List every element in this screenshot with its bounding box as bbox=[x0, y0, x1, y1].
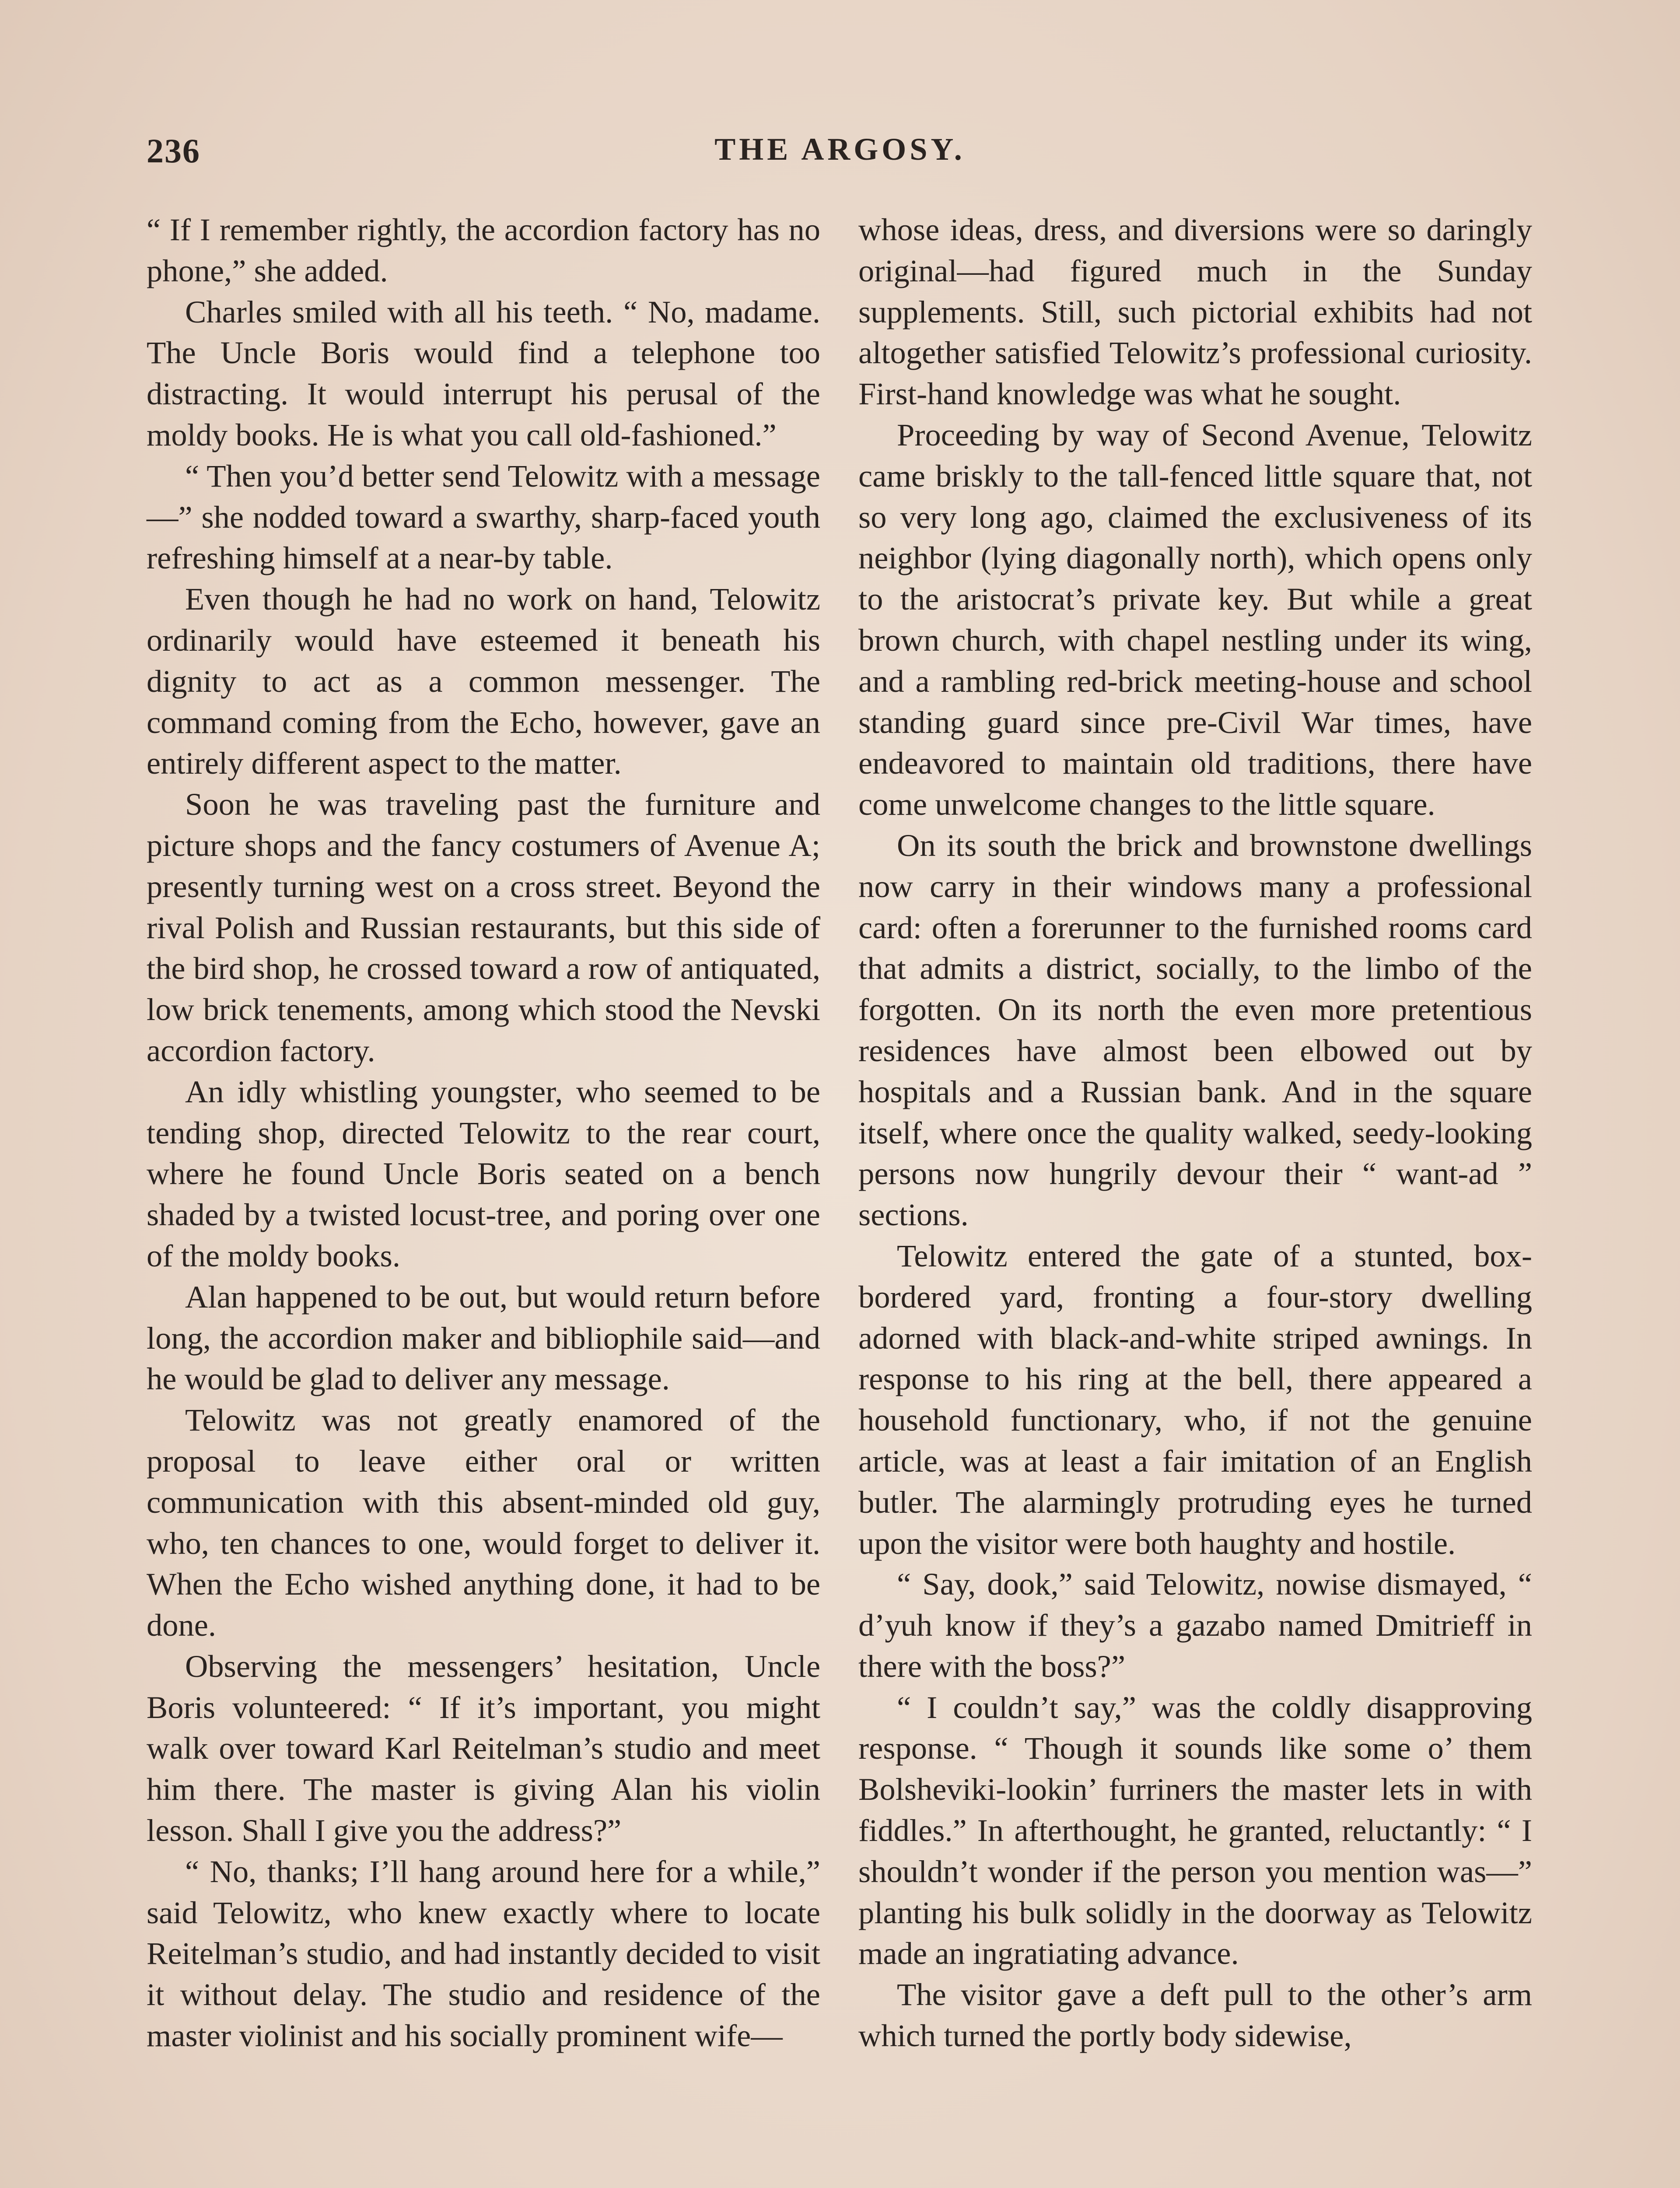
paragraph: On its south the brick and brownstone dwellings now carry in their windows many a professional card: often a forerunner to the furnished rooms card that admits a district, socially, to the limbo of the forgotten. On its north the even more pretentious residences have almost been elbowed out by hospitals and a Russian bank. And in the square itself, where once the quality walked, seedy-looking persons now hungrily devour their “ want-ad ” sections. bbox=[858, 827, 1532, 1233]
paragraph: “ Say, dook,” said Telowitz, nowise dismayed, “ d’yuh know if they’s a gazabo named Dmitrieff in there with the boss?” bbox=[858, 1566, 1532, 1684]
left-column bbox=[147, 209, 820, 2056]
running-head bbox=[147, 131, 1533, 179]
paragraph: Observing the messengers’ hesitation, Uncle Boris volunteered: “ If it’s important, you might walk over toward Karl Reitelman’s studio and meet him there. The master is giving Alan his violin lesson. Shall I give you the address?” bbox=[147, 1648, 820, 1848]
paragraph: “ No, thanks; I’ll hang around here for a while,” said Telowitz, who knew exactly where to locate Reitelman’s studio, and had instantly decided to visit it without delay. The studio and residence of the master violinist and his socially prominent wife— bbox=[147, 1853, 820, 2054]
paragraph: “ If I remember rightly, the accordion factory has no phone,” she added. bbox=[147, 212, 820, 288]
paragraph: The visitor gave a deft pull to the other’s arm which turned the portly body sidewise, bbox=[858, 1977, 1532, 2054]
page-number: 236 bbox=[147, 132, 200, 170]
magazine-title: THE ARGOSY. bbox=[714, 132, 966, 167]
right-column bbox=[858, 209, 1532, 2056]
paragraph: Telowitz entered the gate of a stunted, box-bordered yard, fronting a four-story dwelling adorned with black-and-white striped awnings. In response to his ring at the bell, there appeared a household functionary, who, if not the genuine article, was at least a fair imitation of an English butler. The alarmingly protruding eyes he turned upon the visitor were both haughty and hostile. bbox=[858, 1238, 1532, 1561]
paragraph: Telowitz was not greatly enamored of the proposal to leave either oral or written communication with this absent-minded old guy, who, ten chances to one, would forget to deliver it. When the Echo wished anything done, it had to be done. bbox=[147, 1402, 820, 1643]
paragraph: An idly whistling youngster, who seemed to be tending shop, directed Telowitz to the rear court, where he found Uncle Boris seated on a bench shaded by a twisted locust-tree, and poring over one of the moldy books. bbox=[147, 1073, 820, 1273]
paragraph: Proceeding by way of Second Avenue, Telowitz came briskly to the tall-fenced little square that, not so very long ago, claimed the exclusiveness of its neighbor (lying diagonally north), which opens only to the aristocrat’s private key. But while a great brown church, with chapel nestling under its wing, and a rambling red-brick meeting-house and school standing guard since pre-Civil War times, have endeavored to maintain old traditions, there have come unwelcome changes to the little square. bbox=[858, 417, 1532, 822]
paragraph: Soon he was traveling past the furniture and picture shops and the fancy costumers of Avenue A; presently turning west on a cross street. Beyond the rival Polish and Russian restaurants, but this side of the bird shop, he crossed toward a row of antiquated, low brick tenements, among which stood the Nevski accordion factory. bbox=[147, 786, 820, 1068]
paragraph: Even though he had no work on hand, Telowitz ordinarily would have esteemed it beneath his dignity to act as a common messenger. The command coming from the Echo, however, gave an entirely different aspect to the matter. bbox=[147, 581, 820, 781]
paragraph: “ I couldn’t say,” was the coldly disapproving response. “ Though it sounds like some o’ them Bolsheviki-lookin’ furriners the master lets in with fiddles.” In afterthought, he granted, reluctantly: “ I shouldn’t wonder if the person you mention was—” planting his bulk solidly in the doorway as Telowitz made an ingratiating advance. bbox=[858, 1689, 1532, 1971]
paragraph: Charles smiled with all his teeth. “ No, madame. The Uncle Boris would find a telephone too distracting. It would interrupt his perusal of the moldy books. He is what you call old-fashioned.” bbox=[147, 294, 820, 452]
paragraph: Alan happened to be out, but would return before long, the accordion maker and bibliophile said—and he would be glad to deliver any message. bbox=[147, 1279, 820, 1397]
paragraph: whose ideas, dress, and diversions were so daringly original—had figured much in the Sunday supplements. Still, such pictorial exhibits had not altogether satisfied Telowitz’s professional curiosity. First-hand knowledge was what he sought. bbox=[858, 212, 1532, 412]
paragraph: “ Then you’d better send Telowitz with a message—” she nodded toward a swarthy, sharp-faced youth refreshing himself at a near-by table. bbox=[147, 458, 820, 576]
